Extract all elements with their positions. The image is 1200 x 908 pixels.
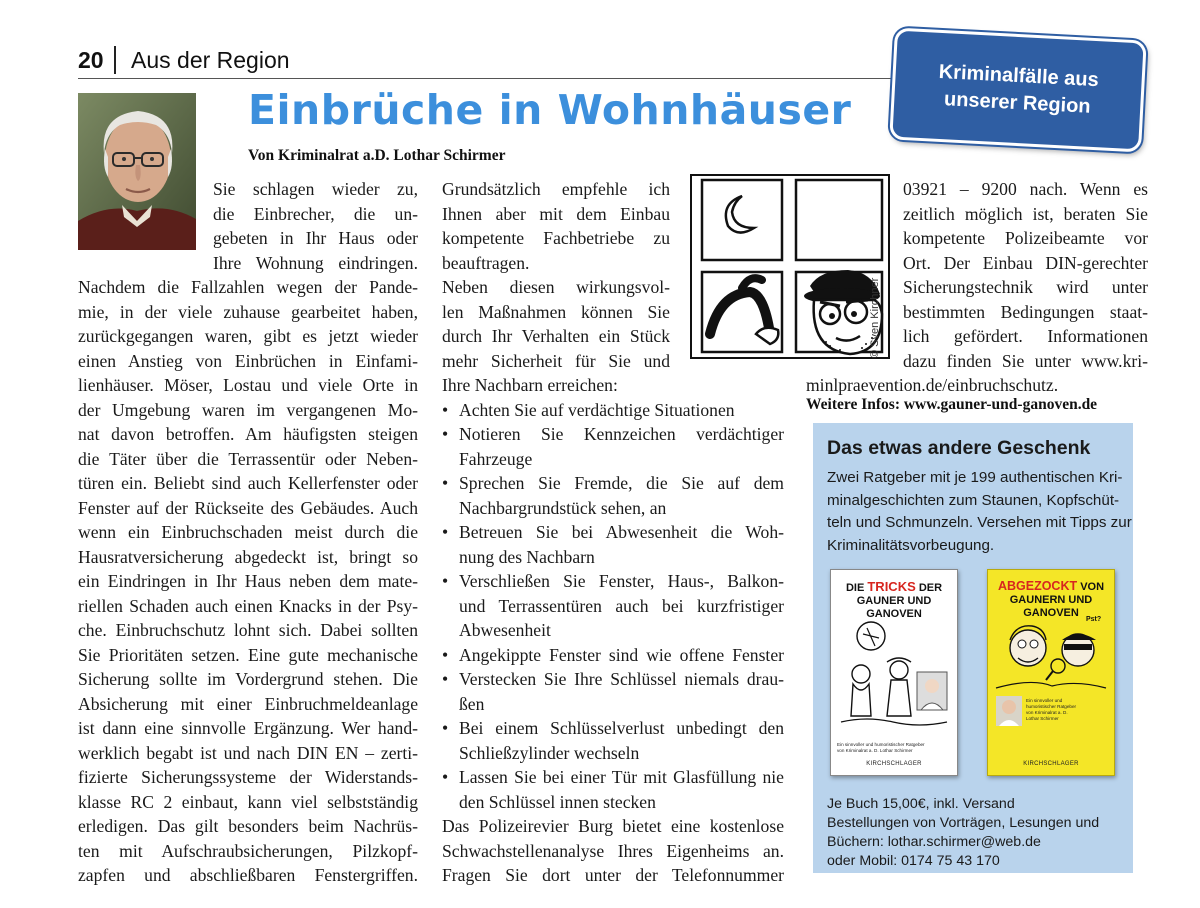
ad-text-line: Kriminalitätsvorbeugung. — [827, 536, 995, 554]
book2-subtitle-line: Ein sinnvoller und — [1026, 698, 1063, 703]
col1-line: fizierte Sicherungssysteme der Widerstands- — [78, 767, 418, 787]
list-item — [442, 520, 784, 569]
book2-publisher: KIRCHSCHLAGER — [1023, 761, 1079, 767]
ad-footer-line: Bestellungen von Vorträgen, Lesungen und — [827, 815, 1100, 831]
list-item-line: nung des Nachbarn — [459, 546, 595, 567]
book2-subtitle-line: Lothar Schirmer — [1026, 716, 1059, 721]
col1-line: türen ein. Beliebt sind auch Kellerfenster oder — [78, 473, 418, 493]
book2-speech: Pst? — [1086, 616, 1102, 623]
col2-line: Ihnen aber mit dem Einbau — [442, 203, 670, 224]
col1-line: Sie Prioritäten setzen. Eine gute mechanische — [78, 644, 418, 665]
col2-line: kompetente Fachbetriebe zu — [442, 228, 670, 248]
list-item-line: • Sprechen Sie Fremde, die Sie auf dem — [459, 473, 784, 493]
region-badge — [889, 27, 1147, 152]
ad-text-line: teln und Schmunzeln. Versehen mit Tipps zur — [827, 514, 1132, 531]
col1-line: die Einbrecher, die un- — [213, 203, 418, 224]
col3-line: zeitlich möglich ist, beraten Sie — [903, 203, 1148, 224]
more-info-link[interactable]: Weitere Infos: www.gauner-und-ganoven.de — [806, 396, 1098, 413]
col1-line: Nachdem die Fallzahlen wegen der Pande- — [78, 277, 418, 297]
ad-footer-line: Je Buch 15,00€, inkl. Versand — [827, 796, 1015, 812]
list-item-line: • Verschließen Sie Fenster, Haus-, Balkon- — [459, 571, 784, 591]
book1-subtitle — [837, 742, 925, 754]
book2-title-part: GAUNERN UND GANOVEN — [1009, 594, 1093, 619]
col1-line: mie, in der viele zuhause gearbeitet haben, — [78, 301, 418, 322]
ad-text — [827, 467, 1132, 557]
col2-line: Fragen Sie dort unter der Telefonnummer — [442, 865, 784, 885]
list-item-line: • Bei einem Schlüsselverlust unbedingt den — [459, 718, 784, 738]
ad-text-line: Zwei Ratgeber mit je 199 authentischen Kri- — [827, 469, 1123, 486]
col2-line: Das Polizeirevier Burg bietet eine kostenlose — [442, 816, 784, 836]
col1-line: Sicherung sollte im Vordergrund stehen. Die — [78, 669, 418, 689]
book2-subtitle-line: humoristischer Ratgeber — [1026, 704, 1077, 709]
list-item-line: und Terrassentüren auch bei kurzfristiger — [459, 595, 784, 616]
list-item-line: ßen — [459, 693, 485, 714]
ad-footer-line: Büchern: lothar.schirmer@web.de — [827, 834, 1041, 850]
book-cover-abgezockt — [987, 569, 1115, 776]
book1-subtitle-line: Ein sinnvoller und humoristischer Ratgeber — [837, 742, 925, 747]
list-item — [442, 716, 784, 765]
col1-line: Absicherung mit einer Einbruchmeldeanlage — [78, 693, 418, 714]
list-item — [442, 398, 784, 423]
col3-line: kompetente Polizeibeamte vor — [903, 228, 1148, 248]
col1-line: Ihre Wohnung eindringen. — [213, 252, 418, 273]
book1-subtitle-line: von Kriminalrat a. D. Lothar Schirmer — [837, 748, 913, 753]
col1-line: gebeten in Ihr Haus oder — [213, 228, 418, 248]
col3-line: Ort. Der Einbau DIN-gerechter — [903, 252, 1148, 273]
col1-line: nat davon betroffen. Am häufigsten steigen — [78, 424, 418, 444]
ad-text-line: minalgeschichten zum Staunen, Kopfschüt- — [827, 491, 1120, 509]
col1-line: ein Eindringen in Ihr Haus neben dem mate- — [78, 571, 418, 591]
book2-title-part: VON — [1080, 581, 1105, 593]
list-item-line: Abwesenheit — [459, 620, 551, 640]
col1-line: lienhäuser. Möser, Lostau und viele Orte in — [78, 375, 418, 395]
list-item-line: den Schlüssel innen stecken — [459, 791, 656, 812]
book1-title-part: DIE — [845, 582, 865, 594]
col1-line: werklich begabt ist und nach DIN EN – zerti- — [78, 742, 418, 763]
col1-line: einen Anstieg von Einbrüchen in Einfami- — [78, 350, 418, 371]
col3-line: Sicherungstechnik wird unter — [903, 277, 1148, 297]
list-item — [442, 765, 784, 814]
column-3 — [806, 177, 1148, 398]
byline: Von Kriminalrat a.D. Lothar Schirmer — [248, 147, 506, 164]
col1-line: che. Einbruchschutz lohnt sich. Dabei sollten — [78, 620, 418, 640]
col3-line: minlpraevention.de/einbruchschutz. — [806, 375, 1059, 395]
col3-line: dazu finden Sie unter www.kri- — [903, 350, 1148, 371]
header-rule — [78, 78, 898, 79]
col1-line: erledigen. Das gilt besonders beim Nachrüs- — [78, 816, 418, 836]
col2-line: Neben diesen wirkungsvol- — [442, 277, 670, 297]
header-separator — [114, 46, 116, 74]
ad-title: Das etwas andere Geschenk — [827, 437, 1091, 459]
ad-footer-line: oder Mobil: 0174 75 43 170 — [827, 853, 1000, 869]
book-cover-tricks — [830, 569, 958, 776]
col3-line: lich gefördert. Informationen — [903, 326, 1148, 346]
list-item — [442, 422, 784, 471]
col2-line: beauftragen. — [442, 252, 530, 273]
list-item — [442, 569, 784, 643]
badge-line-1: Kriminalfälle aus — [938, 60, 1100, 92]
list-item-line: Nachbargrundstück sehen, an — [459, 497, 667, 518]
col1-line: die Täter über die Terrassentür oder Neben- — [78, 448, 418, 469]
col1-line: der Umgebung waren im vergangenen Mo- — [78, 399, 418, 420]
book1-title-part: TRICKS — [867, 579, 916, 594]
list-item — [442, 667, 784, 716]
section-title: Aus der Region — [131, 47, 290, 73]
ad-footer — [827, 795, 1099, 871]
list-item-line: • Betreuen Sie bei Abwesenheit die Woh- — [459, 522, 784, 542]
page-number: 20 — [78, 47, 104, 73]
col2-intro — [442, 177, 670, 398]
list-item-line: • Achten Sie auf verdächtige Situationen — [459, 399, 735, 420]
list-item-line: • Lassen Sie bei einer Tür mit Glasfüllung nie — [459, 767, 784, 787]
list-item-line: • Angekippte Fenster sind wie offene Fenster — [459, 644, 784, 665]
list-item — [442, 643, 784, 668]
book2-title-part: ABGEZOCKT — [997, 579, 1078, 593]
col1-line: riellen Schaden auch einen Knacks in der Psy- — [78, 595, 418, 616]
col1-line: klasse RC 2 einbaut, kann viel selbstständig — [78, 791, 418, 812]
list-item-line: Fahrzeuge — [459, 448, 533, 469]
tips-list — [442, 398, 784, 815]
book1-title-part: DER — [918, 582, 943, 594]
col2-line: durch Ihr Verhalten ein Stück — [442, 326, 670, 346]
author-mini-portrait-icon — [996, 696, 1022, 726]
list-item-line: • Notieren Sie Kennzeichen verdächtiger — [459, 424, 784, 444]
col1-line: wenn ein Einbruchschaden meist durch die — [78, 522, 418, 542]
list-item-line: • Verstecken Sie Ihre Schlüssel niemals drau- — [459, 669, 784, 689]
list-item-line: Schließzylinder wechseln — [459, 742, 640, 763]
headline: Einbrüche in Wohnhäuser — [248, 86, 852, 134]
col2-line: Grundsätzlich empfehle ich — [442, 179, 670, 199]
book1-title-part: GAUNER UND GANOVEN — [856, 595, 932, 620]
col1-line: Fenster auf der Rückseite des Gebäudes. Auch — [78, 497, 418, 518]
column-1 — [78, 177, 418, 888]
col1-line: zurückgegangen waren, gibt es jetzt wieder — [78, 326, 418, 346]
col1-line: Sie schlagen wieder zu, — [213, 179, 418, 199]
col1-line: Hausratversicherung abgedeckt ist, bringt so — [78, 546, 418, 567]
col2-line: mehr Sicherheit für Sie und — [442, 350, 670, 371]
book2-subtitle — [1026, 698, 1076, 722]
book1-publisher: KIRCHSCHLAGER — [866, 761, 922, 767]
book2-subtitle-line: von Kriminalrat a. D. — [1026, 710, 1068, 715]
col3-line: 03921 – 9200 nach. Wenn es — [903, 179, 1148, 199]
book-ad — [813, 423, 1133, 873]
col1-line: zapfen und abschließbaren Fenstergriffen. — [78, 865, 418, 885]
col2-line: Schwachstellenanalyse Ihres Eigenheims an. — [442, 840, 784, 861]
book1-cartoon-icon — [837, 612, 951, 732]
col1-line: ten mit Aufschraubsicherungen, Pilzkopf- — [78, 840, 418, 861]
col1-line: ist dann eine sinnvolle Ergänzung. Wer hand- — [78, 718, 418, 738]
col2-line: len Maßnahmen können Sie — [442, 301, 670, 322]
col2-line: Ihre Nachbarn erreichen: — [442, 375, 618, 395]
list-item — [442, 471, 784, 520]
col3-line: bestimmten Bedingungen staat- — [903, 301, 1148, 322]
badge-line-2: unserer Region — [943, 88, 1092, 118]
cartoon-credit: © Sven Kirchner — [869, 277, 881, 358]
